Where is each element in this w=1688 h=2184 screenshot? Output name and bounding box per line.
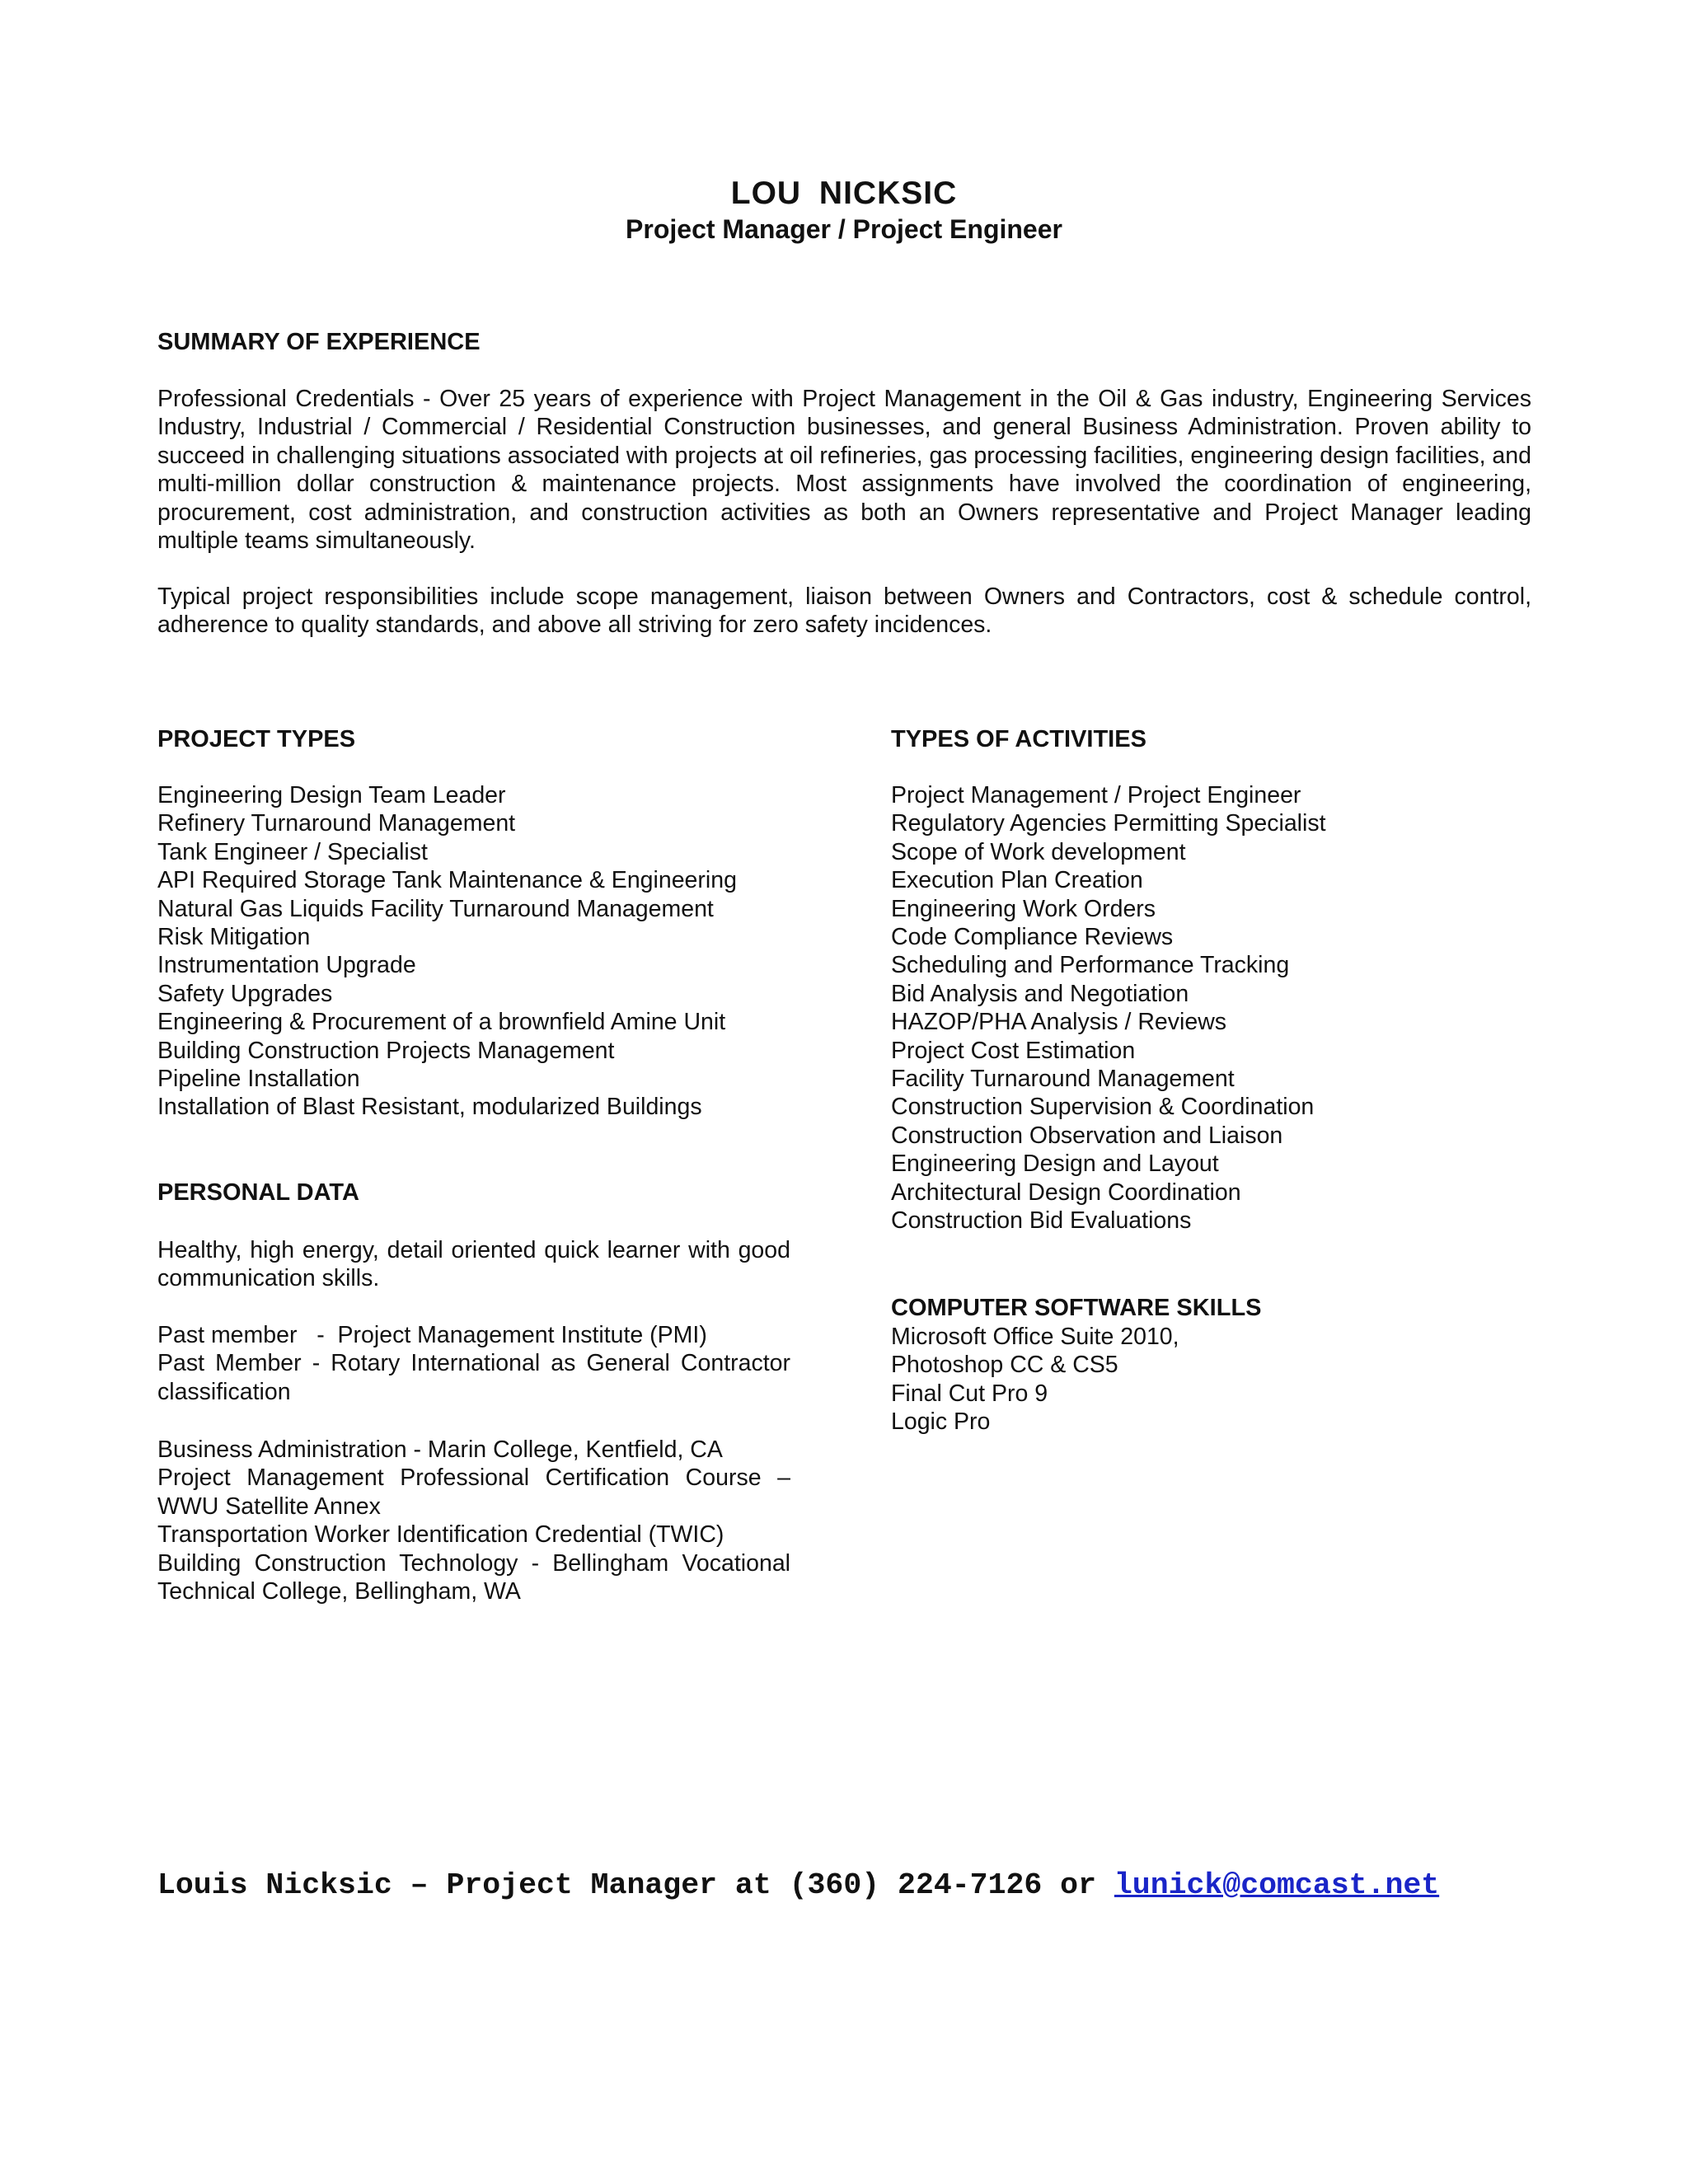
list-item: Engineering Design Team Leader — [157, 782, 506, 808]
resume-title: Project Manager / Project Engineer — [626, 214, 1062, 244]
list-item: Pipeline Installation — [157, 1066, 360, 1093]
list-item: Regulatory Agencies Permitting Specialist — [891, 810, 1326, 837]
list-item: Bid Analysis and Negotiation — [891, 980, 1189, 1007]
list-item: Instrumentation Upgrade — [157, 952, 416, 979]
education-item: Business Administration - Marin College, Kentfield, CA — [157, 1436, 723, 1463]
list-item: Safety Upgrades — [157, 980, 333, 1007]
membership-item: Past member - Project Management Institute (PMI) — [157, 1322, 707, 1348]
education-item: Building Construction Technology - Bellingham Vocational Technical College, Bellingham, WA — [157, 1549, 790, 1605]
list-item: Installation of Blast Resistant, modularized Buildings — [157, 1094, 702, 1121]
list-item: Tank Engineer / Specialist — [157, 838, 428, 865]
list-item: Building Construction Projects Management — [157, 1037, 615, 1064]
resume-name: LOU NICKSIC — [730, 176, 958, 211]
list-item: Natural Gas Liquids Facility Turnaround Management — [157, 895, 714, 922]
list-item: API Required Storage Tank Maintenance & Engineering — [157, 867, 737, 894]
education-block — [157, 1436, 790, 1605]
list-item: Photoshop CC & CS5 — [891, 1352, 1118, 1379]
memberships-block — [157, 1321, 790, 1406]
list-item: Scope of Work development — [891, 838, 1186, 865]
personal-data-heading: PERSONAL DATA — [157, 1179, 359, 1206]
summary-paragraph-2: Typical project responsibilities include scope management, liaison between Owners and Contractors, cost & schedule control, adherence to quality standards, and above all striving for zero safety incidences. — [157, 583, 1531, 639]
software-heading: COMPUTER SOFTWARE SKILLS — [891, 1295, 1262, 1321]
list-item: Risk Mitigation — [157, 924, 311, 951]
list-item: Execution Plan Creation — [891, 867, 1143, 894]
list-item: Logic Pro — [891, 1408, 991, 1436]
footer-text: Louis Nicksic – Project Manager at (360) 224-7126 or — [157, 1868, 1114, 1902]
activities-list — [891, 781, 1326, 1235]
software-list — [891, 1323, 1179, 1436]
list-item: Project Cost Estimation — [891, 1037, 1136, 1064]
footer-contact — [157, 1868, 1559, 1904]
list-item: Refinery Turnaround Management — [157, 810, 516, 837]
summary-paragraph-1: Professional Credentials - Over 25 years of experience with Project Management in the Oil & Gas industry, Engineering Services Industry, Industrial / Commercial / Residential Construction businesses, and general Business Administration. Proven ability to succeed in challenging situations associated with projects at oil refineries, gas processing facilities, engineering design facilities, and multi-million dollar construction & maintenance projects. Most assignments have involved the coordination of engineering, procurement, cost administration, and construction activities as both an Owners representative and Project Manager leading multiple teams simultaneously. — [157, 386, 1531, 555]
list-item: Project Management / Project Engineer — [891, 782, 1301, 808]
project-types-heading: PROJECT TYPES — [157, 726, 356, 752]
list-item: Facility Turnaround Management — [891, 1066, 1235, 1093]
summary-heading: SUMMARY OF EXPERIENCE — [157, 329, 481, 355]
list-item: Engineering Design and Layout — [891, 1151, 1219, 1178]
list-item: Engineering Work Orders — [891, 895, 1156, 922]
list-item: Scheduling and Performance Tracking — [891, 952, 1290, 979]
activities-heading: TYPES OF ACTIVITIES — [891, 726, 1146, 752]
list-item: Engineering & Procurement of a brownfield Amine Unit — [157, 1009, 726, 1036]
list-item: Code Compliance Reviews — [891, 924, 1174, 951]
email-link[interactable]: lunick@comcast.net — [1114, 1868, 1440, 1902]
list-item: HAZOP/PHA Analysis / Reviews — [891, 1009, 1227, 1036]
project-types-list — [157, 781, 737, 1122]
list-item: Construction Supervision & Coordination — [891, 1094, 1315, 1121]
list-item: Final Cut Pro 9 — [891, 1380, 1048, 1407]
membership-item: Past Member - Rotary International as General Contractor classification — [157, 1350, 790, 1405]
list-item: Construction Observation and Liaison — [891, 1122, 1283, 1149]
list-item: Microsoft Office Suite 2010, — [891, 1324, 1179, 1350]
list-item: Architectural Design Coordination — [891, 1179, 1241, 1206]
education-item: Transportation Worker Identification Credential (TWIC) — [157, 1521, 724, 1549]
personal-description: Healthy, high energy, detail oriented quick learner with good communication skills. — [157, 1237, 790, 1292]
education-item: Project Management Professional Certification Course – WWU Satellite Annex — [157, 1465, 790, 1520]
list-item: Construction Bid Evaluations — [891, 1207, 1192, 1235]
